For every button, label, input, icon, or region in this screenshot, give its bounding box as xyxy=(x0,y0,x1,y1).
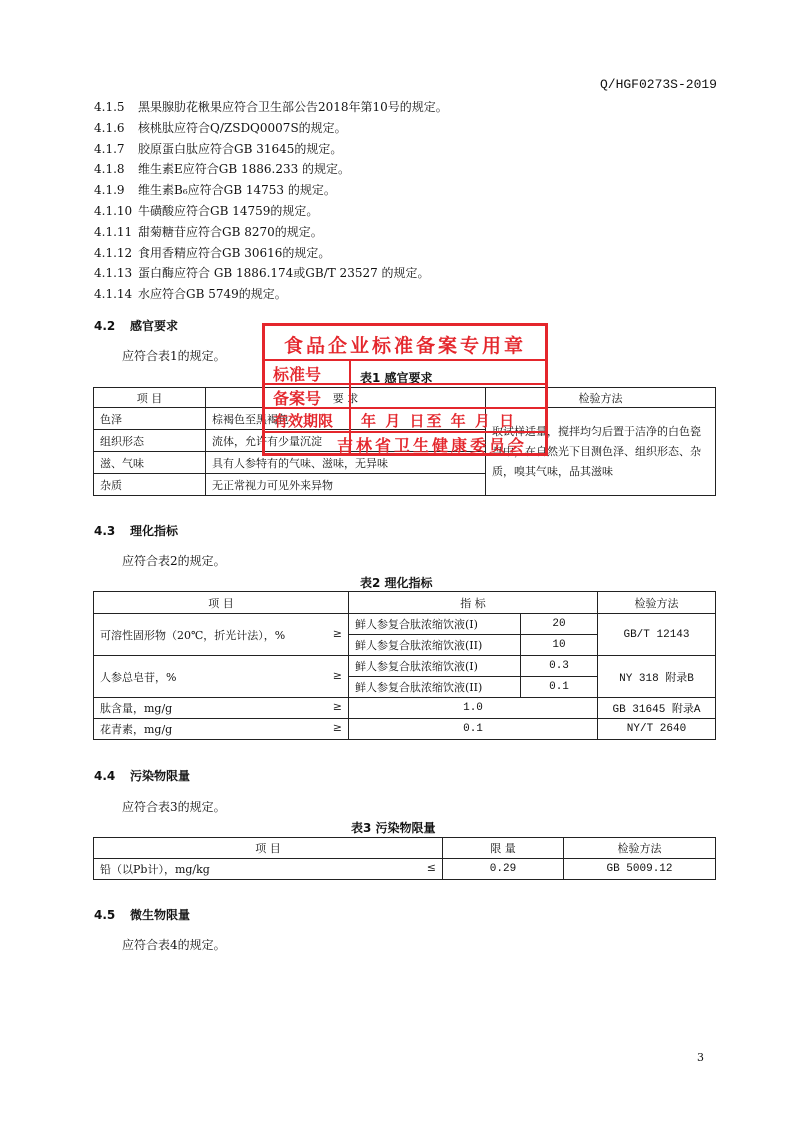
clause-number: 4.1.12 xyxy=(94,245,133,260)
clause-item xyxy=(94,201,448,222)
table-cell: 鲜人参复合肽浓缩饮液(I) xyxy=(349,614,521,635)
table-header: 项 目 xyxy=(94,838,443,859)
section-heading-4-5: 4.5 微生物限量 xyxy=(94,908,191,922)
table-cell: 铅（以Pb计），mg/kg ≤ xyxy=(94,859,443,880)
section-heading-4-4: 4.4 污染物限量 xyxy=(94,769,191,783)
table-cell: NY/T 2640 xyxy=(598,719,716,740)
table-header: 指 标 xyxy=(349,592,598,614)
clause-item xyxy=(94,139,448,160)
table-header: 检验方法 xyxy=(564,838,716,859)
clause-text: 核桃肽应符合Q/ZSDQ0007S的规定。 xyxy=(138,120,347,135)
table-cell: 组织形态 xyxy=(94,430,206,452)
table-header: 项 目 xyxy=(94,592,349,614)
table-cell: 可溶性固形物（20℃，折光计法），% ≥ xyxy=(94,614,349,656)
page-number: 3 xyxy=(697,1051,704,1064)
table-cell: 0.1 xyxy=(521,677,598,698)
clause-list xyxy=(94,97,448,305)
clause-number: 4.1.7 xyxy=(94,141,125,156)
clause-text: 食用香精应符合GB 30616的规定。 xyxy=(138,245,331,260)
table-cell: 鲜人参复合肽浓缩饮液(I) xyxy=(349,656,521,677)
clause-text: 蛋白酶应符合 GB 1886.174或GB/T 23527 的规定。 xyxy=(138,266,430,281)
clause-number: 4.1.11 xyxy=(94,224,133,239)
section-intro-4-2: 应符合表1的规定。 xyxy=(122,349,226,363)
table-cell: 0.3 xyxy=(521,656,598,677)
clause-text: 甜菊糖苷应符合GB 8270的规定。 xyxy=(138,224,323,239)
table-cell: 鲜人参复合肽浓缩饮液(II) xyxy=(349,635,521,656)
table-2-caption: 表2 理化指标 xyxy=(360,576,433,590)
table-cell: GB/T 12143 xyxy=(598,614,716,656)
table-header: 要 求 xyxy=(206,388,486,408)
table-cell: 杂质 xyxy=(94,474,206,496)
table-cell: NY 318 附录B xyxy=(598,656,716,698)
clause-text: 黑果腺肋花楸果应符合卫生部公告2018年第10号的规定。 xyxy=(138,100,448,114)
table-header: 限 量 xyxy=(443,838,564,859)
filing-stamp xyxy=(262,323,548,456)
clause-number: 4.1.10 xyxy=(94,203,133,218)
stamp-validity-dates: 年 月 日至 年 月 日 xyxy=(361,412,517,430)
clause-number: 4.1.13 xyxy=(94,266,133,281)
clause-item xyxy=(94,159,448,180)
table-cell: 流体，允许有少量沉淀 xyxy=(206,430,486,452)
table-cell: 20 xyxy=(521,614,598,635)
clause-item xyxy=(94,263,448,284)
table-cell: 具有人参特有的气味、滋味，无异味 xyxy=(206,452,486,474)
section-heading-4-2: 4.2 感官要求 xyxy=(94,319,179,333)
clause-number: 4.1.9 xyxy=(94,183,125,198)
stamp-label-standard-no: 标准号 xyxy=(273,365,322,384)
clause-text: 牛磺酸应符合GB 14759的规定。 xyxy=(138,203,319,218)
table-cell: 肽含量，mg/g ≥ xyxy=(94,698,349,719)
table-cell: 10 xyxy=(521,635,598,656)
physicochemical-table xyxy=(93,591,716,740)
table-header: 检验方法 xyxy=(486,388,716,408)
table-1-caption: 表1 感官要求 xyxy=(360,371,433,385)
stamp-issuer: 吉林省卫生健康委员会 xyxy=(337,436,528,455)
clause-text: 水应符合GB 5749的规定。 xyxy=(138,287,287,302)
table-cell: 鲜人参复合肽浓缩饮液(II) xyxy=(349,677,521,698)
stamp-label-filing-no: 备案号 xyxy=(273,389,322,408)
clause-number: 4.1.5 xyxy=(94,100,125,114)
stamp-label-validity: 有效期限 xyxy=(273,412,334,430)
table-cell: GB 5009.12 xyxy=(564,859,716,880)
clause-item xyxy=(94,180,448,201)
table-cell: 色泽 xyxy=(94,408,206,430)
clause-item xyxy=(94,97,448,118)
table-3-caption: 表3 污染物限量 xyxy=(351,821,436,835)
contaminant-table xyxy=(93,837,716,880)
table-cell: 0.29 xyxy=(443,859,564,880)
clause-number: 4.1.6 xyxy=(94,120,125,135)
section-intro-4-4: 应符合表3的规定。 xyxy=(122,800,226,814)
table-cell: 花青素，mg/g ≥ xyxy=(94,719,349,740)
table-cell: 滋、气味 xyxy=(94,452,206,474)
clause-item xyxy=(94,118,448,139)
section-intro-4-3: 应符合表2的规定。 xyxy=(122,554,226,568)
table-cell: 1.0 xyxy=(349,698,598,719)
table-cell: 0.1 xyxy=(349,719,598,740)
table-cell-method: 取试样适量，搅拌均匀后置于洁净的白色瓷盘中，在自然光下目测色泽、组织形态、杂质，嗅其气味，品其滋味 xyxy=(486,408,716,496)
stamp-title: 食品企业标准备案专用章 xyxy=(283,335,526,357)
table-cell: 无正常视力可见外来异物 xyxy=(206,474,486,496)
document-number: Q/HGF0273S-2019 xyxy=(599,77,717,92)
table-header: 检验方法 xyxy=(598,592,716,614)
table-cell: 棕褐色至黑褐色 xyxy=(206,408,486,430)
section-heading-4-3: 4.3 理化指标 xyxy=(94,524,179,538)
clause-item xyxy=(94,243,448,264)
table-cell: GB 31645 附录A xyxy=(598,698,716,719)
table-header: 项 目 xyxy=(94,388,206,408)
table-cell: 人参总皂苷，% ≥ xyxy=(94,656,349,698)
clause-text: 维生素B₆应符合GB 14753 的规定。 xyxy=(138,183,336,198)
clause-text: 胶原蛋白肽应符合GB 31645的规定。 xyxy=(138,141,343,156)
clause-item xyxy=(94,222,448,243)
clause-item xyxy=(94,284,448,305)
clause-text: 维生素E应符合GB 1886.233 的规定。 xyxy=(138,162,351,177)
section-intro-4-5: 应符合表4的规定。 xyxy=(122,938,226,952)
clause-number: 4.1.14 xyxy=(94,287,133,302)
clause-number: 4.1.8 xyxy=(94,162,125,177)
